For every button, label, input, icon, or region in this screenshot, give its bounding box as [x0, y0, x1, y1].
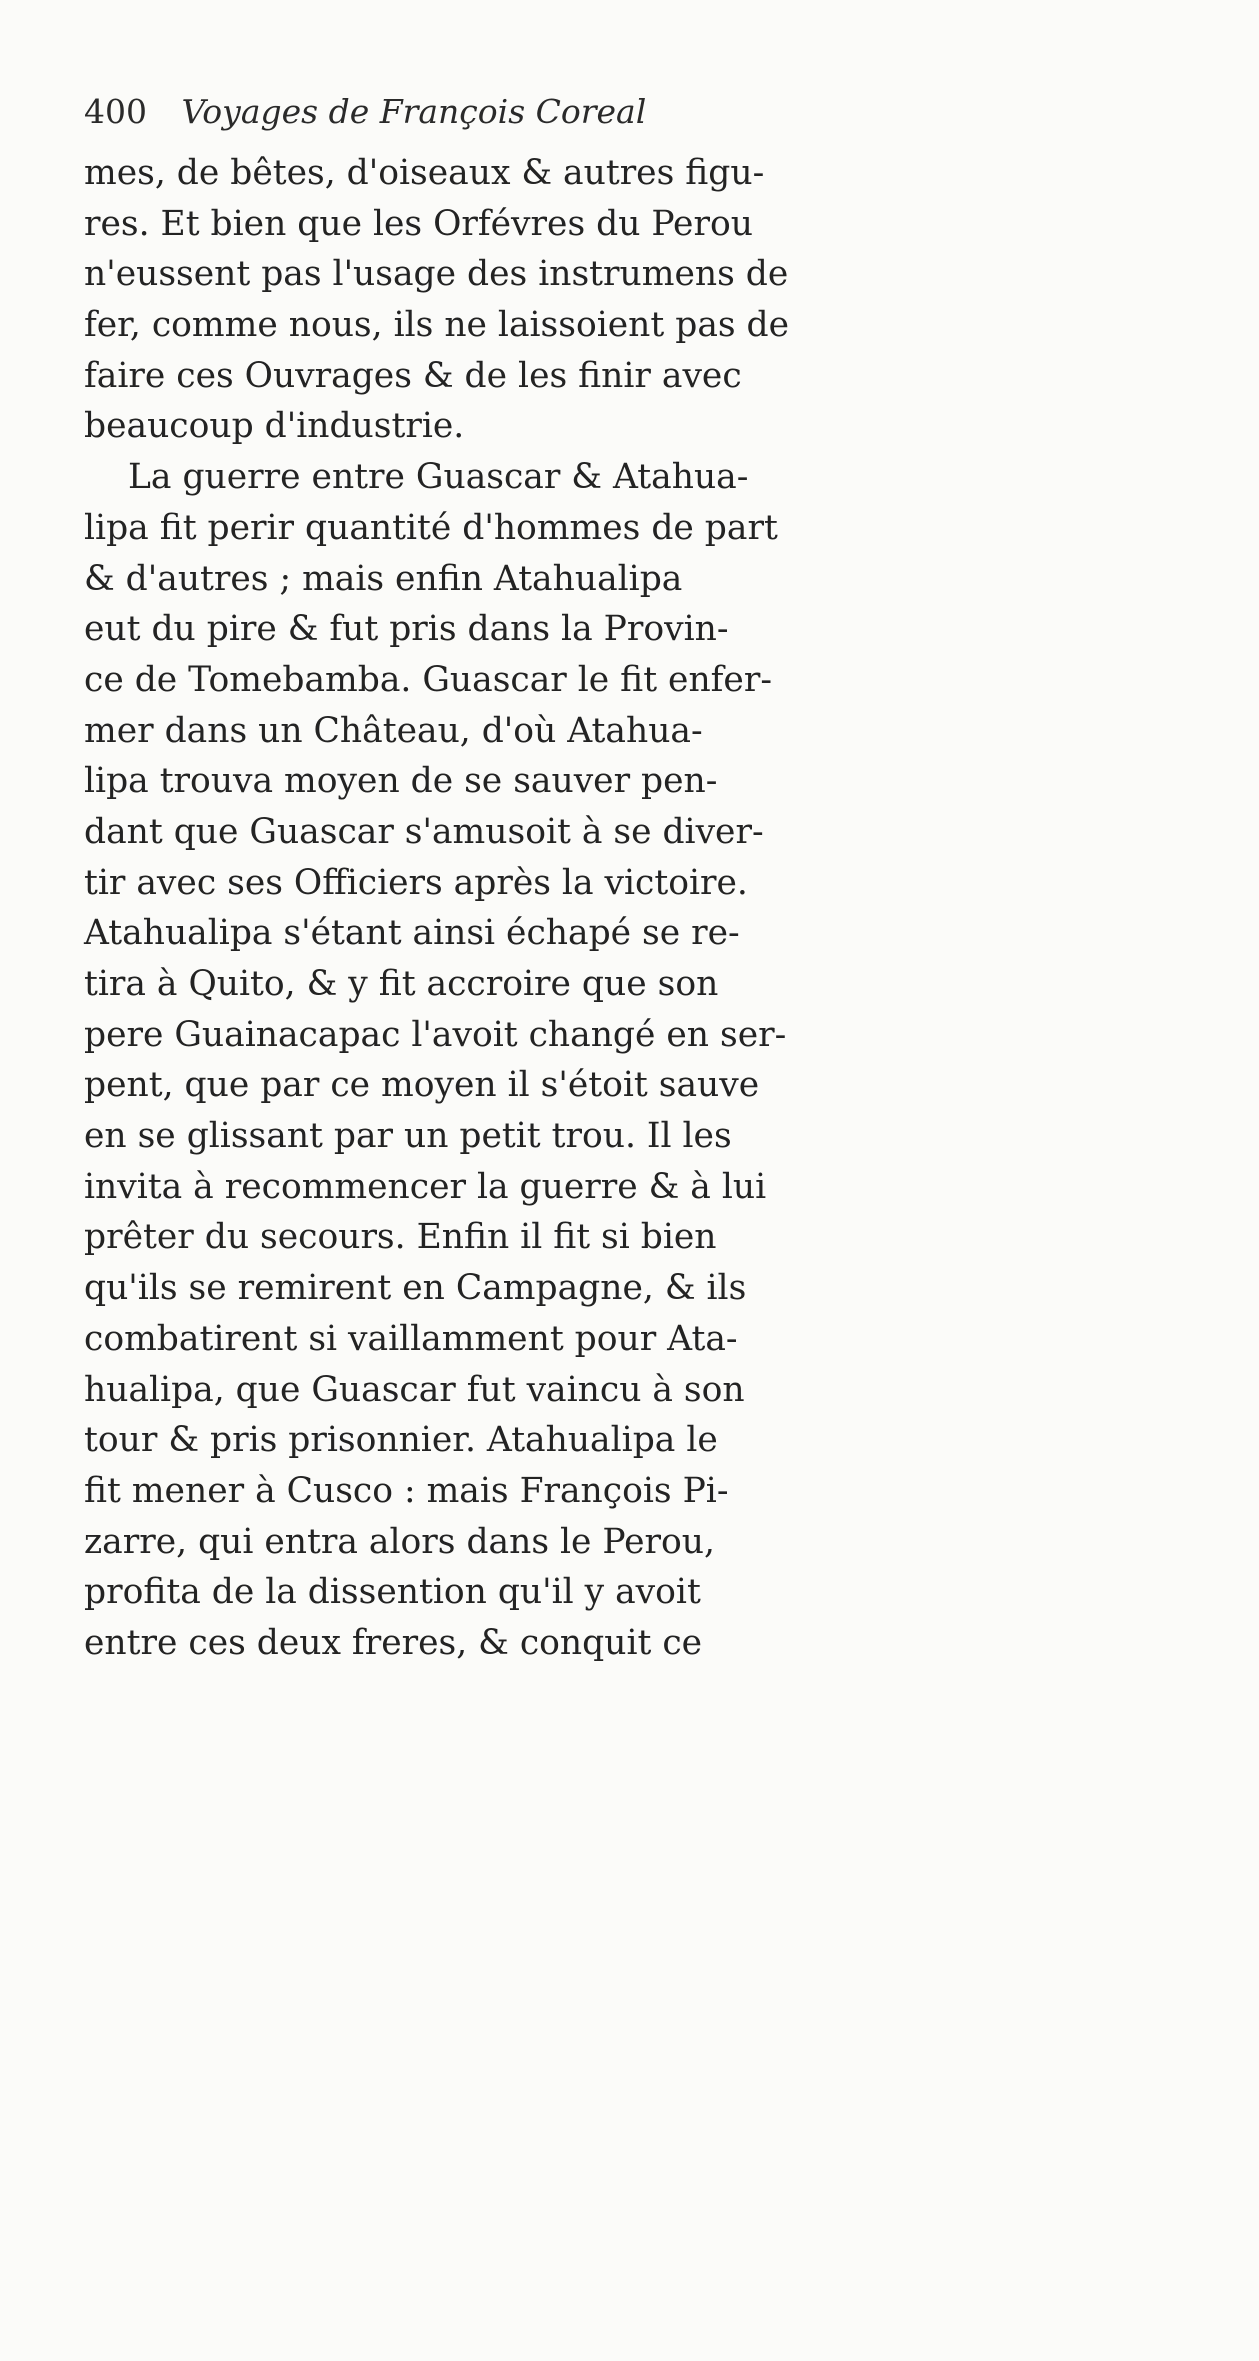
- text-line: res. Et bien que les Orfévres du Perou: [84, 203, 753, 244]
- text-line: zarre, qui entra alors dans le Perou,: [84, 1521, 715, 1562]
- text-line: dant que Guascar s'amusoit à se diver-: [84, 811, 764, 852]
- text-line: & d'autres ; mais enfin Atahualipa: [84, 558, 683, 599]
- text-line: ce de Tomebamba. Guascar le fit enfer-: [84, 659, 772, 700]
- text-line: fer, comme nous, ils ne laissoient pas de: [84, 305, 790, 346]
- page-header: [84, 92, 646, 131]
- text-line: n'eussent pas l'usage des instrumens de: [84, 254, 789, 295]
- text-line: La guerre entre Guascar & Atahua-: [128, 457, 749, 498]
- text-line: prêter du secours. Enfin il fit si bien: [84, 1217, 717, 1258]
- text-line: pent, que par ce moyen il s'étoit sauve: [84, 1065, 760, 1106]
- text-line: eut du pire & fut pris dans la Provin-: [84, 609, 729, 650]
- text-line: tour & pris prisonnier. Atahualipa le: [84, 1420, 718, 1461]
- text-line: qu'ils se remirent en Campagne, & ils: [84, 1268, 747, 1309]
- text-line: combatirent si vaillamment pour Ata-: [84, 1318, 738, 1359]
- text-line: beaucoup d'industrie.: [84, 406, 465, 447]
- text-line: tira à Quito, & y fit accroire que son: [84, 964, 719, 1004]
- body-text: [84, 148, 1194, 1669]
- text-line: hualipa, que Guascar fut vaincu à son: [84, 1369, 745, 1410]
- text-line: mer dans un Château, d'où Atahua-: [84, 710, 703, 751]
- text-line: entre ces deux freres, & conquit ce: [84, 1622, 703, 1663]
- running-head: Voyages de François Coreal: [181, 92, 647, 131]
- text-line: lipa fit perir quantité d'hommes de part: [84, 507, 778, 548]
- text-line: mes, de bêtes, d'oiseaux & autres figu-: [84, 153, 765, 193]
- text-line: pere Guainacapac l'avoit changé en ser-: [84, 1014, 787, 1055]
- text-line: en se glissant par un petit trou. Il les: [84, 1116, 732, 1157]
- text-line: fit mener à Cusco : mais François Pi-: [84, 1470, 729, 1511]
- text-line: profita de la dissention qu'il y avoit: [84, 1572, 701, 1613]
- text-line: faire ces Ouvrages & de les finir avec: [84, 355, 742, 396]
- page-number: 400: [84, 92, 147, 131]
- text-line: lipa trouva moyen de se sauver pen-: [84, 761, 718, 802]
- text-line: tir avec ses Officiers après la victoire.: [84, 862, 748, 903]
- text-line: Atahualipa s'étant ainsi échapé se re-: [84, 913, 740, 954]
- text-line: invita à recommencer la guerre & à lui: [84, 1166, 767, 1207]
